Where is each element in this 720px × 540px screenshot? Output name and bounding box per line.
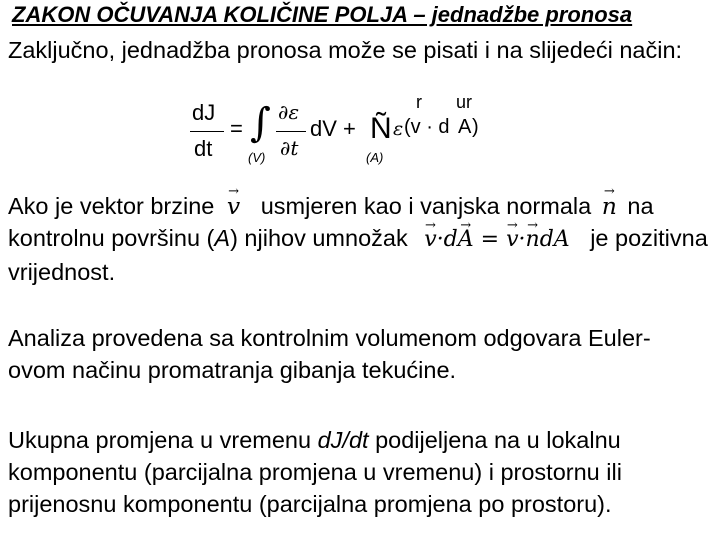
dot-product-equation — [424, 227, 569, 252]
formula-partial-eps: ∂ε — [278, 100, 300, 124]
formula-close: ) — [472, 116, 479, 138]
formula-r-mark: r — [416, 92, 422, 112]
area-subscript: (A) — [366, 150, 384, 165]
surface-integral-sign: Ñ — [370, 112, 392, 145]
formula-open: (v · d — [404, 116, 450, 138]
formula-ur-mark: ur — [456, 92, 473, 112]
eq-v1: → v — [424, 224, 436, 256]
eq-n2: → n — [526, 224, 540, 256]
transport-equation — [190, 92, 510, 176]
fraction-line-right — [276, 131, 306, 132]
p2-text-c: na kontrolnu površinu ( — [8, 193, 654, 251]
euler-paragraph: Analiza provedena sa kontrolnim volumenom odgovara Euler-ovom načinu promatranja gibanja tekućine. — [8, 325, 651, 383]
p2-area-symbol: A — [214, 225, 231, 251]
volume-subscript: (V) — [248, 150, 266, 165]
velocity-paragraph — [8, 190, 708, 288]
eq-equals: = — [473, 227, 507, 252]
fraction-line-left — [190, 131, 224, 132]
p2-text-e: je pozitivna vrijednost. — [8, 225, 708, 285]
eq-dA: dA — [539, 227, 570, 252]
velocity-vector: → v — [227, 190, 240, 222]
total-change-paragraph — [8, 424, 708, 520]
eq-A1: → A — [458, 224, 474, 256]
p4-dJdt: dJ/dt — [317, 427, 369, 453]
p2-text-d: ) njihov umnožak — [230, 225, 408, 251]
formula-dV-plus: dV + — [310, 116, 356, 141]
p2-text-b: usmjeren kao i vanjska normala — [260, 193, 592, 219]
formula-dt: dt — [194, 136, 213, 161]
integral-sign: ∫ — [250, 100, 271, 146]
p2-text-a: Ako je vektor brzine — [8, 193, 215, 219]
normal-vector: → n — [602, 190, 617, 222]
formula-equals: = — [230, 116, 243, 141]
formula-eps: ε — [393, 118, 404, 140]
slide-title: ZAKON OČUVANJA KOLIČINE POLJA – jednadžbe pronosa — [12, 2, 633, 27]
formula-partial-t: ∂t — [280, 136, 299, 160]
eq-v2: → v — [506, 224, 518, 256]
p4-text-a: Ukupna promjena u vremenu — [8, 427, 312, 453]
intro-paragraph: Zaključno, jednadžba pronosa može se pisati i na slijedeći način: — [8, 37, 683, 63]
eq-dot2: · — [518, 227, 526, 252]
eq-dot1: ·d — [436, 227, 458, 252]
formula-A: A — [458, 116, 472, 138]
p4-text-b: podijeljena na u lokalnu komponentu (parcijalna promjena u vremenu) i prostornu ili prijenosnu komponentu (parcijalna promjena po prostoru). — [8, 427, 622, 517]
formula-dJ: dJ — [192, 100, 216, 125]
